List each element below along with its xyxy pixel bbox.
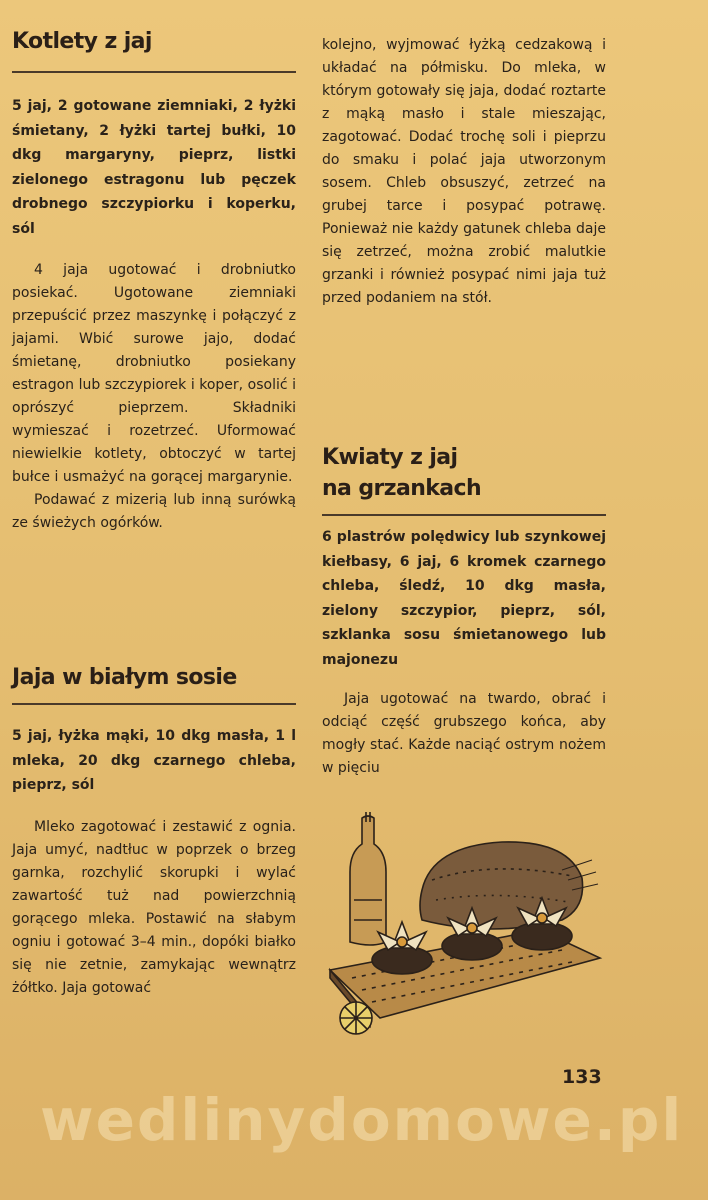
instructions-continued: kolejno, wyjmować łyżką cedzakową i układać na półmisku. Do mleka, w którym gotowały się jaja, dodać roztarte z mąką masło i stale mieszając, zagotować. Dodać trochę soli i pieprzu do smaku i polać jaja utworzonym sosem. Chleb obsuszyć, zetrzeć na grubej tarce i posypać potrawę. Ponieważ nie każdy gatunek chleba daje się zetrzeć, można zrobić malutkie grzanki i również posypać nimi jaja tuż przed podaniem na stół. [322,37,606,306]
title-rule [12,71,296,73]
recipe-header-kwiaty-z-jaj [322,442,606,516]
ingredients-kotlety: 5 jaj, 2 gotowane ziemniaki, 2 łyżki śmietany, 2 łyżki tartej bułki, 10 dkg margaryny, pieprz, listki zielonego estragonu lub pęczek drobnego szczypiorku i koperku, sól [12,98,296,237]
title-rule [12,703,296,705]
recipe-header-jaja-w-bialym-sosie [12,662,296,705]
illustration-egg-flowers [322,810,604,1048]
ingredients-kwiaty-z-jaj: 6 plastrów polędwicy lub szynkowej kiełbasy, 6 jaj, 6 kromek czarnego chleba, śledź, 10 dkg masła, zielony szczypior, pieprz, sól, szklanka sosu śmietanowego lub majonezu [322,529,606,668]
recipe-title-kotlety: Kotlety z jaj [12,29,152,54]
ingredients-jaja-w-bialym-sosie: 5 jaj, łyżka mąki, 10 dkg masła, 1 l mleka, 20 dkg czarnego chleba, pieprz, sól [12,728,296,793]
serving-note-kotlety: Podawać z mizerią lub inną surówką ze świeżych ogórków. [12,492,296,531]
instructions-kotlety: 4 jaja ugotować i drobniutko posiekać. Ugotowane ziemniaki przepuścić przez maszynkę i połączyć z jajami. Wbić surowe jajo, dodać śmietanę, drobniutko posiekany estragon lub szczypiorek i koper, osolić i oprószyć pieprzem. Składniki wymieszać i rozetrzeć. Uformować niewielkie kotlety, obtoczyć w tartej bułce i usmażyć na gorącej margarynie. [12,262,296,485]
recipe-title-line-1: Kwiaty z jaj [322,445,458,470]
instructions-kwiaty-z-jaj: Jaja ugotować na twardo, obrać i odciąć część grubszego końca, aby mogły stać. Każde naciąć ostrym nożem w pięciu [322,691,606,776]
recipe-title-line-2: na grzankach [322,476,482,501]
title-rule [322,514,606,516]
watermark: wedlinydomowe.pl [40,1086,684,1154]
page-number: 133 [562,1066,602,1088]
recipe-title-jaja-w-bialym-sosie: Jaja w białym sosie [12,665,237,690]
left-column [12,26,296,535]
instructions-jaja-w-bialym-sosie: Mleko zagotować i zestawić z ognia. Jaja umyć, nadtłuc w poprzek o brzeg garnka, rozchylić skorupki i wylać zawartość tuż nad powierzchnią gorącego mleka. Postawić na słabym ogniu i gotować 3–4 min., dopóki białko się nie zetnie, zamykając wewnątrz żółtko. Jaja gotować [12,819,296,996]
